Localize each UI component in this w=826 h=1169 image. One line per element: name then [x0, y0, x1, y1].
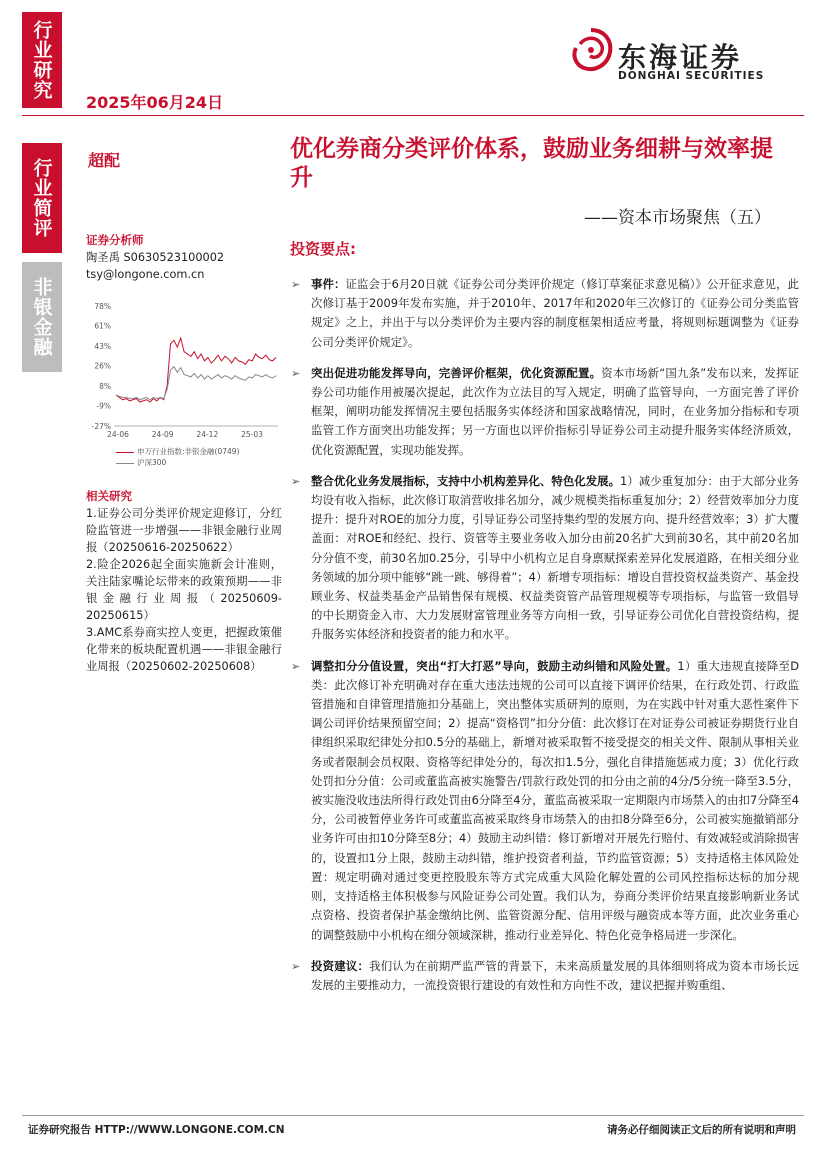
- logo-cn-text: 东海证券: [618, 41, 743, 74]
- bullet-arrow-icon: ➢: [291, 278, 301, 291]
- analyst-block: [86, 232, 282, 283]
- x-tick-label: 25-03: [241, 430, 263, 439]
- paragraph-advice: [291, 957, 799, 995]
- series-line-2: [116, 367, 276, 400]
- chart-svg: [86, 298, 282, 458]
- key-points-heading: 投资要点:: [290, 240, 356, 258]
- y-tick-label: -27%: [91, 422, 111, 431]
- x-tick-label: 24-12: [196, 430, 219, 439]
- rating-label: 超配: [88, 151, 121, 170]
- legend-item-1: [116, 446, 239, 457]
- industry-review-tag: 行业简评: [22, 143, 62, 253]
- y-tick-label: 43%: [94, 342, 111, 351]
- paragraph-event: [291, 275, 799, 352]
- header-divider: [22, 115, 804, 116]
- industry-research-tag: 行业研究: [22, 12, 62, 108]
- price-chart: [86, 298, 282, 478]
- related-research: [86, 488, 282, 675]
- bullet-arrow-icon: ➢: [291, 959, 301, 973]
- bullet-arrow-icon: ➢: [291, 659, 301, 673]
- analyst-heading: 证券分析师: [86, 233, 144, 247]
- legend-item-2: [116, 457, 239, 468]
- report-date: 2025年06月24日: [86, 93, 224, 112]
- para-lead: 事件：: [311, 277, 346, 291]
- para-lead: 整合优化业务发展指标，支持中小机构差异化、特色化发展。: [311, 473, 621, 488]
- analyst-email: tsy@longone.com.cn: [86, 268, 205, 281]
- paragraph-function: [291, 364, 799, 460]
- y-tick-label: 8%: [99, 382, 111, 391]
- para-text: 1）减少重复加分：由于大部分业务均设有收入指标，此次修订取消营收排名加分，减少规模类指标重复加分；2）经营效率加分力度提升：提升对ROE的加分力度，引导证券公司坚持集约型的发展方向、提升经营效率；3）扩大覆盖面：对ROE和经纪、投行、资管等主要业务收入加分由前20名扩大到前30名，其中前20名加分分值不变，前30名加0.25分，引导中小机构立足自身禀赋探索差异化发展道路，在相关细分业务领域的加分项中能够“跳一跳、够得着”；4）新增专项指标：增设自营投资权益类资产、基金投顾业务、权益类基金产品销售保有规模、权益类资管产品管理规模等专项指标，与监管一致倡导的中长期资金入市、大力发展财富管理业务等方向相一致，引导证券公司优化自营投资结构，提升服务实体经济和投资者的能力和水平。: [311, 473, 799, 642]
- para-lead: 投资建议：: [311, 958, 370, 973]
- para-lead: 突出促进功能发挥导向，完善评价框架，优化资源配置。: [311, 365, 602, 380]
- paragraph-deduction: [291, 657, 799, 945]
- footer-divider: [22, 1115, 804, 1116]
- analyst-name: 陶圣禹 S0630523100002: [86, 251, 225, 264]
- para-text: 1）重大违规直接降至D类：此次修订补充明确对存在重大违法违规的公司可以直接下调评价结果，在行政处罚、行政监管措施和自律管理措施扣分基础上，突出整体实质研判的原则，为在实践中针对重大恶性案件下调公司评价结果预留空间；2）提高“资格罚”扣分分值：此次修订在对证券公司被证券期货行业自律组织采取纪律处分扣0.5分的基础上，新增对被采取暂不接受提交的相关文件、限制从事相关业务或者限制会员权限、资格等纪律处分的，每次扣1.5分，强化自律措施惩戒力度；3）优化行政处罚扣分分值：公司或董监高被实施警告/罚款行政处罚的扣分由之前的4分/5分统一降至3.5分，被实施没收违法所得行政处罚由6分降至4分，董监高被采取一定期限内市场禁入的由扣7分降至4分，公司被暂停业务许可或董监高被采取终身市场禁入的由扣8分降至6分，公司被实施撤销部分业务许可由扣10分降至8分；4）鼓励主动纠错：修订新增对开展先行赔付、有效减轻或消除损害的，设置扣1分上限，鼓励主动纠错，维护投资者利益，节约监管资源；5）支持适格主体风险处置：规定明确对通过变更控股股东等方式完成重大风险化解处置的公司风控指标达标的加分规则，支持适格主体积极参与风险证券公司处置。我们认为，券商分类评价结果直接影响新业务试点资格、投资者保护基金缴纳比例、监管资源分配、信用评级与融资成本等方面，此次业务重心的调整鼓励中小机构在细分领域深耕，推动行业差异化、特色化竞争格局进一步深化。: [311, 658, 799, 942]
- logo-en-text: DONGHAI SECURITIES: [618, 70, 765, 82]
- related-item[interactable]: 2.险企2026起全面实施新会计准则，关注陆家嘴论坛带来的政策预期——非银金融行业周报（20250609-20250615）: [86, 558, 282, 622]
- footer-left: 证券研究报告 HTTP://WWW.LONGONE.COM.CN: [28, 1124, 285, 1136]
- y-tick-label: 61%: [94, 321, 111, 331]
- bullet-arrow-icon: ➢: [291, 366, 301, 380]
- para-text: 我们认为在前期严监严管的背景下，未来高质量发展的具体细则将成为资本市场长远发展的主要推动力，一流投资银行建设的有效性和方向性不改，建议把握并购重组、: [311, 958, 799, 992]
- y-tick-label: -9%: [96, 401, 111, 411]
- bullet-arrow-icon: ➢: [291, 474, 301, 488]
- related-item[interactable]: 3.AMC系券商实控人变更，把握政策催化带来的板块配置机遇——非银金融行业周报（20250602-20250608）: [86, 626, 282, 673]
- legend-label-2: 沪深300: [137, 458, 167, 467]
- related-heading: 相关研究: [86, 489, 132, 503]
- y-tick-label: 78%: [94, 302, 111, 311]
- report-title: 优化券商分类评价体系，鼓励业务细耕与效率提升: [290, 136, 773, 191]
- legend-label-1: 申万行业指数:非银金融(0749): [137, 447, 240, 456]
- company-logo-icon: [566, 26, 616, 76]
- x-tick-label: 24-09: [151, 430, 174, 439]
- report-body: [291, 275, 799, 1007]
- para-text: 证监会于6月20日就《证券公司分类评价规定（修订草案征求意见稿）》公开征求意见，此次修订基于2009年发布实施，并于2010年、2017年和2020年三次修订的《证券公司分类监管规定》之上，并出于与以分类评价为主要内容的制度框架相适应考量，将规则标题调整为《证券公司分类评价规定》。: [311, 277, 799, 349]
- related-item[interactable]: 1.证券公司分类评价规定迎修订，分红险监管进一步增强——非银金融行业周报（20250616-20250622）: [86, 507, 282, 554]
- y-tick-label: 26%: [94, 361, 111, 371]
- chart-legend: [116, 446, 239, 468]
- paragraph-business: [291, 472, 799, 645]
- series-line-1: [116, 338, 276, 402]
- report-subtitle: ——资本市场聚焦（五）: [584, 208, 771, 228]
- para-lead: 调整扣分分值设置，突出“打大打恶”导向，鼓励主动纠错和风险处置。: [311, 658, 678, 673]
- footer-right: 请务必仔细阅读正文后的所有说明和声明: [607, 1124, 796, 1136]
- para-text: 资本市场新“国九条”发布以来，发挥证券公司功能作用被屡次提起，此次作为立法目的写入规定，明确了监管导向，一方面完善了评价框架，阐明功能发挥情况主要包括服务实体经济和国家战略情况，同时，在业务加分指标和专项监管工作方面突出功能发挥；另一方面也以评价指标引导证券公司主动提升服务实体经济质效，优化资源配置，实现功能发挥。: [311, 365, 799, 457]
- x-tick-label: 24-06: [107, 430, 129, 439]
- sector-tag: 非银金融: [22, 262, 62, 372]
